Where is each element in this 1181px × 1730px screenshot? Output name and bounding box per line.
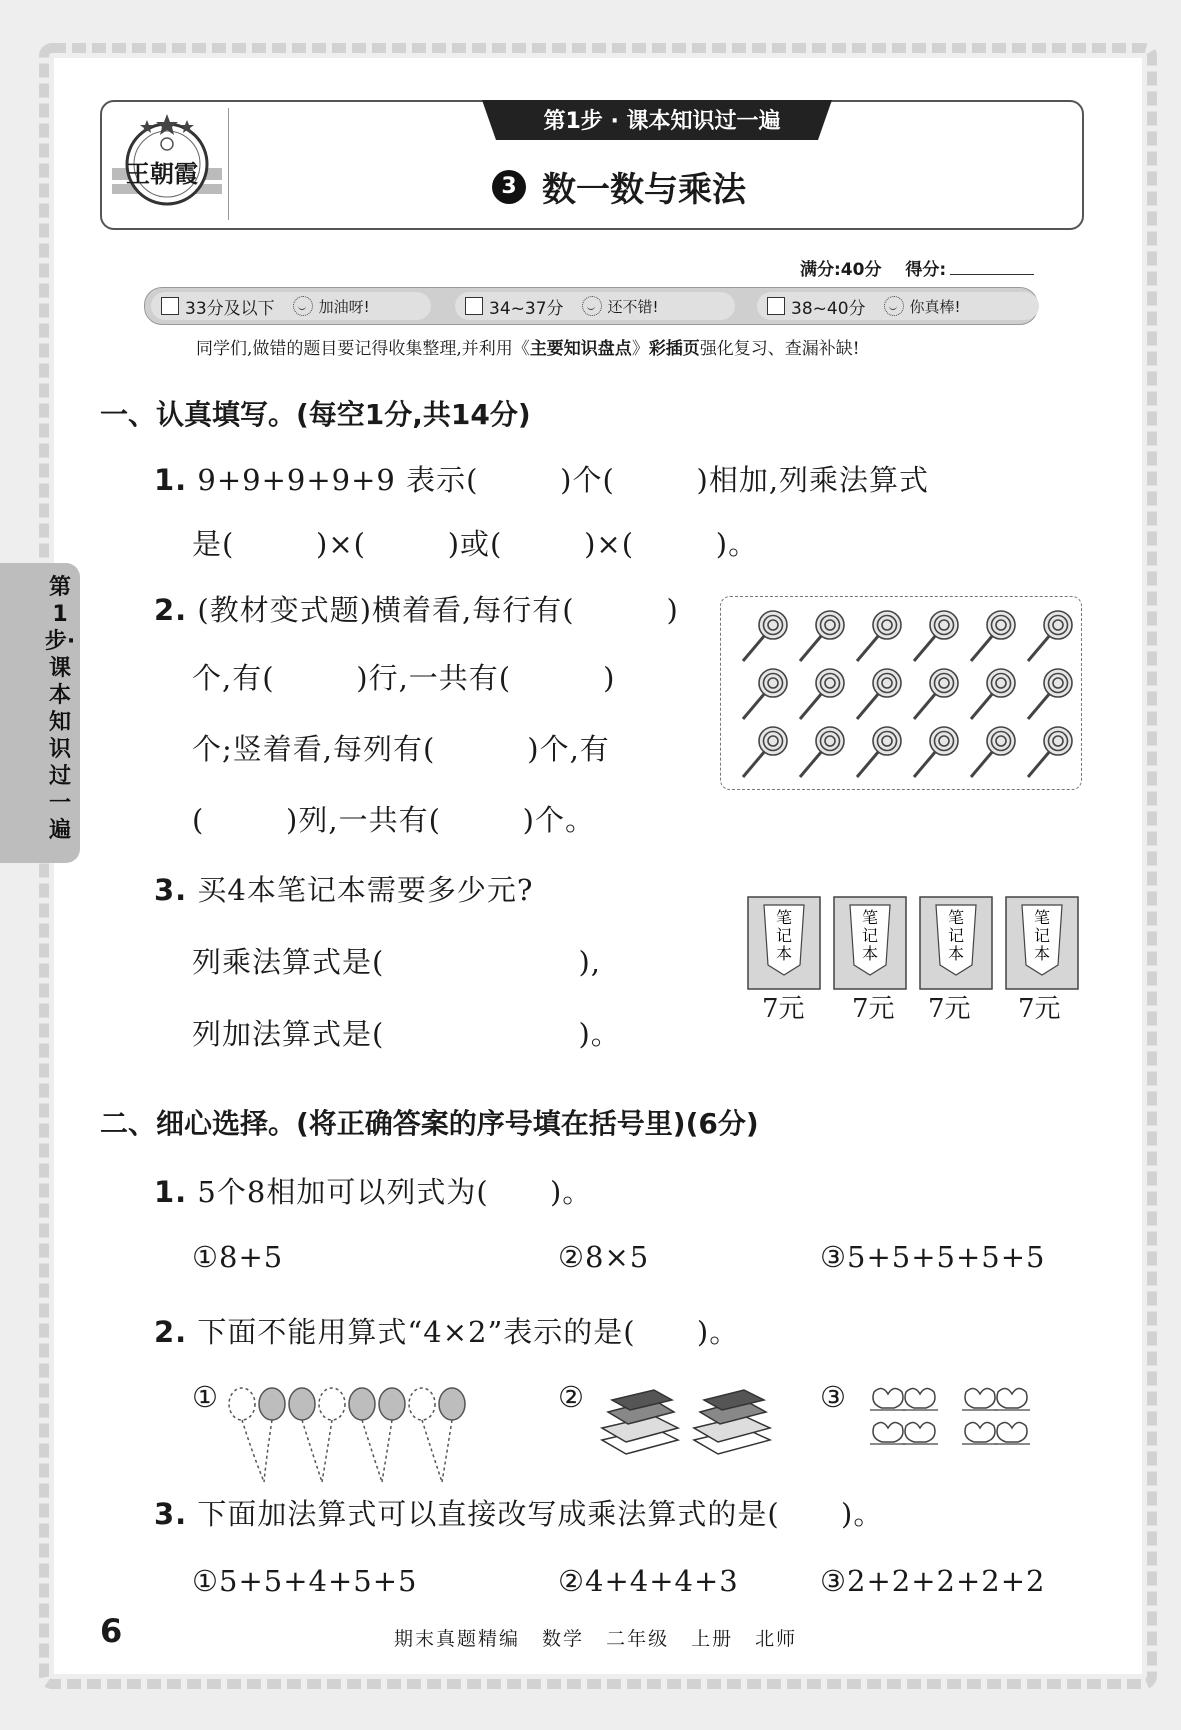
score-line — [800, 255, 1034, 280]
lollipop-icon — [857, 727, 901, 777]
svg-text:本: 本 — [1033, 944, 1051, 963]
choice-option[interactable]: ③5+5+5+5+5 — [820, 1240, 1046, 1274]
logo-text: 王朝霞 — [126, 159, 198, 188]
notebook-price: 7元 — [762, 994, 805, 1024]
svg-text:本: 本 — [947, 944, 965, 963]
notebook-images — [746, 895, 1081, 995]
notebook-price: 7元 — [1018, 994, 1061, 1024]
smile-face-icon — [582, 296, 602, 316]
notebook-icon — [1006, 897, 1078, 989]
grade-praise: 你真棒! — [909, 297, 961, 316]
lollipop-icon — [1028, 727, 1072, 777]
checkbox[interactable] — [161, 297, 179, 315]
choice-option[interactable]: ③2+2+2+2+2 — [820, 1564, 1046, 1598]
choice-q1: 1. 5个8相加可以列式为( )。 — [154, 1175, 593, 1209]
svg-text:笔: 笔 — [775, 908, 793, 927]
chapter-title — [492, 162, 746, 211]
step-label: 第1步 · 课本知识过一遍 — [543, 109, 781, 134]
balloons-image — [222, 1382, 492, 1492]
lollipop-icon — [800, 727, 844, 777]
lollipop-icon — [800, 611, 844, 661]
lollipop-icon — [1028, 669, 1072, 719]
notebook-price: 7元 — [928, 994, 971, 1024]
svg-text:笔: 笔 — [947, 908, 965, 927]
score-blank[interactable] — [950, 274, 1034, 275]
q3-line: 列乘法算式是( ), — [192, 945, 601, 979]
svg-text:本: 本 — [775, 944, 793, 963]
grade-range: 38~40分 — [791, 298, 866, 319]
checkbox[interactable] — [465, 297, 483, 315]
grade-option-mid[interactable] — [455, 292, 735, 320]
choice-q2: 2. 下面不能用算式“4×2”表示的是( )。 — [154, 1315, 740, 1349]
peaches-image — [866, 1382, 1046, 1452]
chapter-number: 3 — [492, 170, 526, 204]
lollipop-icon — [857, 669, 901, 719]
q3-line: 列加法算式是( )。 — [192, 1017, 621, 1051]
lollipop-icon — [914, 727, 958, 777]
choice-option[interactable]: ③ — [820, 1380, 847, 1414]
lollipop-icon — [914, 611, 958, 661]
chapter-header — [100, 100, 1084, 230]
svg-text:记: 记 — [775, 926, 793, 945]
grade-range: 34~37分 — [489, 298, 564, 319]
books-image — [594, 1384, 774, 1464]
q2-line: ( )列,一共有( )个。 — [192, 803, 595, 837]
notebook-icon — [748, 897, 820, 989]
q2-line: 个;竖着看,每列有( )个,有 — [192, 732, 610, 766]
smile-face-icon — [884, 296, 904, 316]
section-title-fill: 一、认真填写。(每空1分,共14分) — [100, 398, 531, 431]
chapter-title-text: 数一数与乘法 — [542, 170, 746, 210]
section-title-choice: 二、细心选择。(将正确答案的序号填在括号里)(6分) — [100, 1107, 759, 1140]
svg-text:本: 本 — [861, 944, 879, 963]
choice-option[interactable]: ① — [192, 1380, 219, 1414]
score-label: 得分: — [905, 260, 947, 280]
lollipop-icon — [971, 669, 1015, 719]
choice-option[interactable]: ②4+4+4+3 — [558, 1564, 739, 1598]
lollipop-grid-image — [720, 596, 1082, 790]
grade-option-high[interactable] — [757, 292, 1039, 320]
lollipop-icon — [743, 611, 787, 661]
svg-text:笔: 笔 — [1033, 908, 1051, 927]
grade-option-low[interactable] — [151, 292, 431, 320]
q2-line: 2. (教材变式题)横着看,每行有( ) — [154, 593, 679, 627]
lollipop-icon — [743, 727, 787, 777]
svg-text:记: 记 — [1033, 926, 1051, 945]
header-divider — [228, 108, 229, 220]
smile-face-icon — [293, 296, 313, 316]
q1-line: 是( )×( )或( )×( )。 — [192, 527, 759, 561]
lollipop-icon — [743, 669, 787, 719]
notebook-price: 7元 — [852, 994, 895, 1024]
checkbox[interactable] — [767, 297, 785, 315]
page-number: 6 — [100, 1612, 123, 1650]
book-info: 期末真题精编 数学 二年级 上册 北师 — [394, 1628, 798, 1650]
choice-option[interactable]: ①5+5+4+5+5 — [192, 1564, 418, 1598]
grade-praise: 加油呀! — [318, 297, 370, 316]
lollipop-icon — [857, 611, 901, 661]
choice-option[interactable]: ②8×5 — [558, 1240, 650, 1274]
lollipop-icon — [800, 669, 844, 719]
full-score: 满分:40分 — [800, 260, 882, 280]
lollipop-grid — [721, 597, 1081, 789]
notebook-icon — [834, 897, 906, 989]
svg-text:记: 记 — [947, 926, 965, 945]
q1-line: 1. 9+9+9+9+9 表示( )个( )相加,列乘法算式 — [154, 463, 930, 497]
side-tab-label: 第1步·课本知识过一遍 — [44, 575, 76, 843]
grade-praise: 还不错! — [607, 297, 659, 316]
choice-option[interactable]: ② — [558, 1380, 585, 1414]
grade-range: 33分及以下 — [185, 298, 275, 319]
svg-text:记: 记 — [861, 926, 879, 945]
grade-bar — [144, 287, 1038, 325]
notice-text: 同学们,做错的题目要记得收集整理,并利用《主要知识盘点》彩插页强化复习、查漏补缺! — [196, 339, 860, 359]
lollipop-icon — [1028, 611, 1072, 661]
choice-q3: 3. 下面加法算式可以直接改写成乘法算式的是( )。 — [154, 1497, 884, 1531]
notebook-icon — [920, 897, 992, 989]
lollipop-icon — [971, 611, 1015, 661]
q3-line: 3. 买4本笔记本需要多少元? — [154, 873, 534, 907]
q2-line: 个,有( )行,一共有( ) — [192, 661, 616, 695]
lollipop-icon — [971, 727, 1015, 777]
lollipop-icon — [914, 669, 958, 719]
svg-text:笔: 笔 — [861, 908, 879, 927]
choice-option[interactable]: ①8+5 — [192, 1240, 284, 1274]
